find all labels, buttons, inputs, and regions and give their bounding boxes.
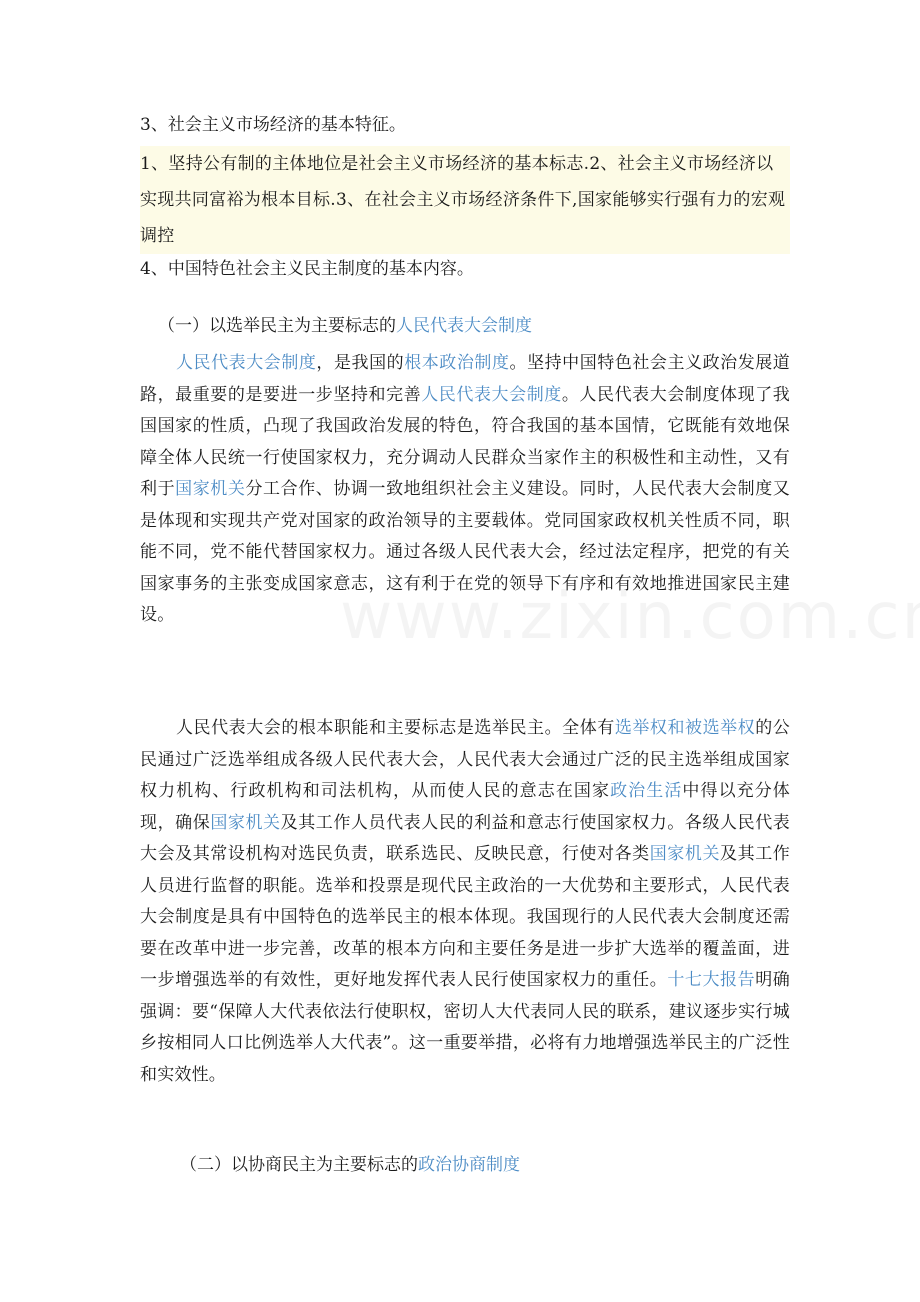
subheading-2 xyxy=(180,1152,520,1178)
highlighted-answer: 1、坚持公有制的主体地位是社会主义市场经济的基本标志.2、社会主义市场经济以实现共同富裕为根本目标.3、在社会主义市场经济条件下,国家能够实行强有力的宏观调控 xyxy=(140,146,790,254)
text-span: 明确强调：要“保障人大代表依法行使职权，密切人大代表同人民的联系，建议逐步实行城乡按相同人口比例选举人大代表”。这一重要举措，必将有力地增强选举民主的广泛性和实效性。 xyxy=(140,970,790,1085)
link-state-organs[interactable]: 国家机关 xyxy=(175,479,246,499)
link-political-life[interactable]: 政治生活 xyxy=(610,781,683,801)
link-npc-system[interactable]: 人民代表大会制度 xyxy=(396,316,532,336)
link-npc-system[interactable]: 人民代表大会制度 xyxy=(421,384,562,405)
link-state-organs[interactable]: 国家机关 xyxy=(210,812,281,833)
link-political-consultation-system[interactable]: 政治协商制度 xyxy=(418,1155,520,1175)
link-right-to-vote[interactable]: 选举权和被选举权 xyxy=(614,718,756,738)
text-span: ，是我国的 xyxy=(316,353,405,373)
paragraph-2 xyxy=(140,713,790,1091)
subheading-1-prefix: （一）以选举民主为主要标志的 xyxy=(158,316,396,336)
text-span: 及其工作人员代表人民的利益和意志行使国家权力。各级人民代表大会及其常设机构对选民负责，联系选民、反映民意，行使对各类 xyxy=(140,812,790,864)
subheading-2-prefix: （二）以协商民主为主要标志的 xyxy=(180,1155,418,1175)
text-span: 及其工作人员进行监督的职能。选举和投票是现代民主政治的一大优势和主要形式，人民代表大会制度是具有中国特色的选举民主的根本体现。我国现行的人民代表大会制度还需要在改革中进一步完善，改革的根本方向和主要任务是进一步扩大选举的覆盖面，进一步增强选举的有效性，更好地发挥代表人民行使国家权力的重任。 xyxy=(140,844,790,990)
paragraph-1 xyxy=(140,348,790,632)
text-span: 人民代表大会的根本职能和主要标志是选举民主。全体有 xyxy=(176,718,615,738)
subheading-1 xyxy=(158,313,532,339)
text-span: 。人民代表大会制度体现了我国国家的性质，凸现了我国政治发展的特色，符合我国的基本国情，它既能有效地保障全体人民统一行使国家权力，充分调动人民群众当家作主的积极性和主动性，又有利于 xyxy=(140,384,790,499)
text-span: 分工合作、协调一致地组织社会主义建设。同时，人民代表大会制度又是体现和实现共产党对国家的政治领导的主要载体。党同国家政权机关性质不同，职能不同，党不能代替国家权力。通过各级人民代表大会，经过法定程序，把党的有关国家事务的主张变成国家意志，这有利于在党的领导下有序和有效地推进国家民主建设。 xyxy=(140,479,790,625)
link-state-organs[interactable]: 国家机关 xyxy=(649,844,721,864)
heading-item-3: 3、社会主义市场经济的基本特征。 xyxy=(140,115,406,135)
text-span: 中得以充分体现，确保 xyxy=(140,781,791,833)
text-span: 。坚持中国特色社会主义政治发展道路，最重要的是要进一步坚持和完善 xyxy=(140,353,791,405)
link-17th-congress-report[interactable]: 十七大报告 xyxy=(667,970,756,990)
link-npc-system[interactable]: 人民代表大会制度 xyxy=(176,353,317,373)
text-span: 的公民通过广泛选举组成各级人民代表大会，人民代表大会通过广泛的民主选举组成国家权力机构、行政机构和司法机构，从而使人民的意志在国家 xyxy=(140,718,790,801)
heading-item-4: 4、中国特色社会主义民主制度的基本内容。 xyxy=(140,259,474,279)
link-fundamental-political-system[interactable]: 根本政治制度 xyxy=(404,353,510,373)
